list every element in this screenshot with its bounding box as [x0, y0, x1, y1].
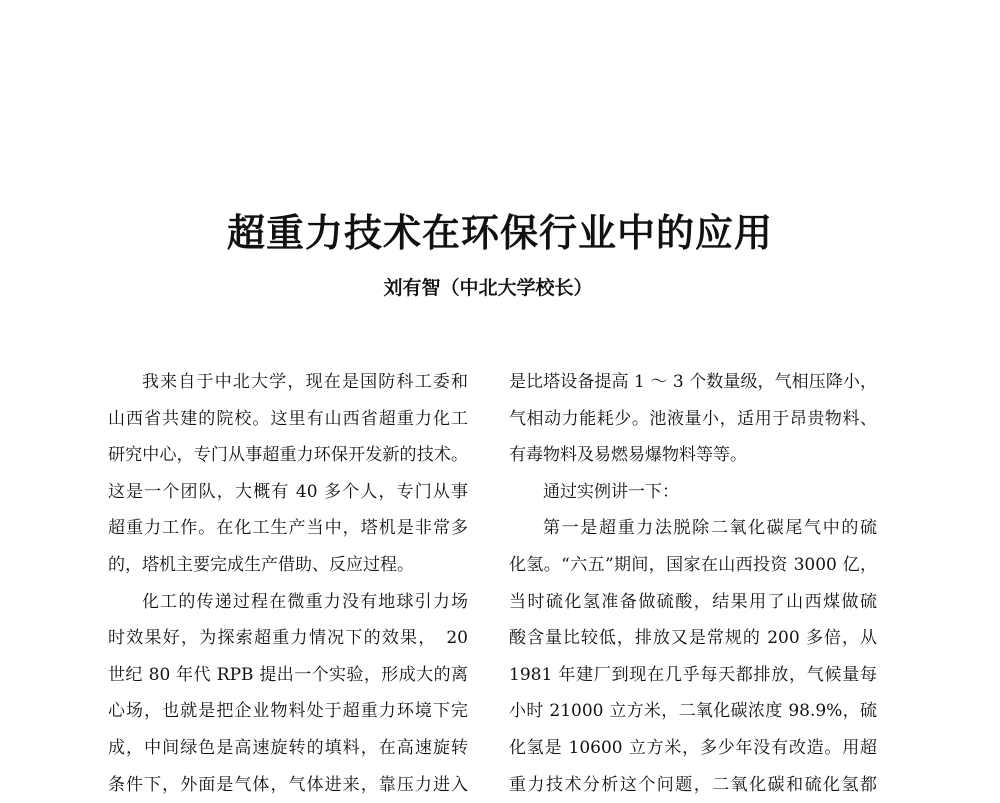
- text-line: 时效果好，为探索超重力情况下的效果， 20: [108, 628, 468, 649]
- text-line: 1981 年建厂到现在几乎每天都排放，气候量每: [509, 664, 877, 685]
- text-line: 心场，也就是把企业物料处于超重力环境下完: [108, 701, 468, 722]
- text-line: 重力技术分析这个问题，二氧化碳和硫化氢都: [509, 774, 877, 795]
- text-line: 条件下，外面是气体，气体进来，靠压力进入: [108, 774, 468, 795]
- text-line: 这是一个团队，大概有 40 多个人，专门从事: [108, 481, 468, 502]
- text-line: 酸含量比较低，排放又是常规的 200 多倍，从: [509, 628, 877, 649]
- article-title: 超重力技术在环保行业中的应用: [226, 211, 773, 255]
- text-line: 化氢。“六五”期间，国家在山西投资 3000 亿，: [509, 554, 877, 575]
- text-line: 研究中心，专门从事超重力环保开发新的技术。: [108, 445, 468, 466]
- text-line: 小时 21000 立方米，二氧化碳浓度 98.9%，硫: [509, 701, 877, 722]
- text-line: 超重力工作。在化工生产当中，塔机是非常多: [108, 518, 468, 539]
- text-line: 世纪 80 年代 RPB 提出一个实验，形成大的离: [108, 664, 468, 685]
- text-line: 化氢是 10600 立方米，多少年没有改造。用超: [509, 737, 877, 758]
- text-line: 当时硫化氢准备做硫酸，结果用了山西煤做硫: [509, 591, 877, 612]
- text-line: 第一是超重力法脱除二氧化碳尾气中的硫: [543, 518, 877, 539]
- text-line: 有毒物料及易燃易爆物料等等。: [509, 445, 747, 466]
- text-line: 我来自于中北大学，现在是国防科工委和: [142, 372, 468, 392]
- text-line: 成，中间绿色是高速旋转的填料，在高速旋转: [108, 737, 468, 758]
- text-line: 的，塔机主要完成生产借助、反应过程。: [108, 554, 414, 575]
- right-text-column: [509, 364, 877, 803]
- text-line: 通过实例讲一下：: [543, 481, 679, 502]
- text-line: 气相动力能耗少。池液量小，适用于昂贵物料、: [509, 408, 877, 429]
- text-line: 山西省共建的院校。这里有山西省超重力化工: [108, 408, 468, 429]
- left-text-column: [108, 364, 468, 803]
- text-line: 是比塔设备提高 1 ～ 3 个数量级，气相压降小，: [509, 372, 877, 392]
- text-line: 化工的传递过程在微重力没有地球引力场: [142, 591, 468, 612]
- article-author: 刘有智（中北大学校长）: [383, 277, 593, 299]
